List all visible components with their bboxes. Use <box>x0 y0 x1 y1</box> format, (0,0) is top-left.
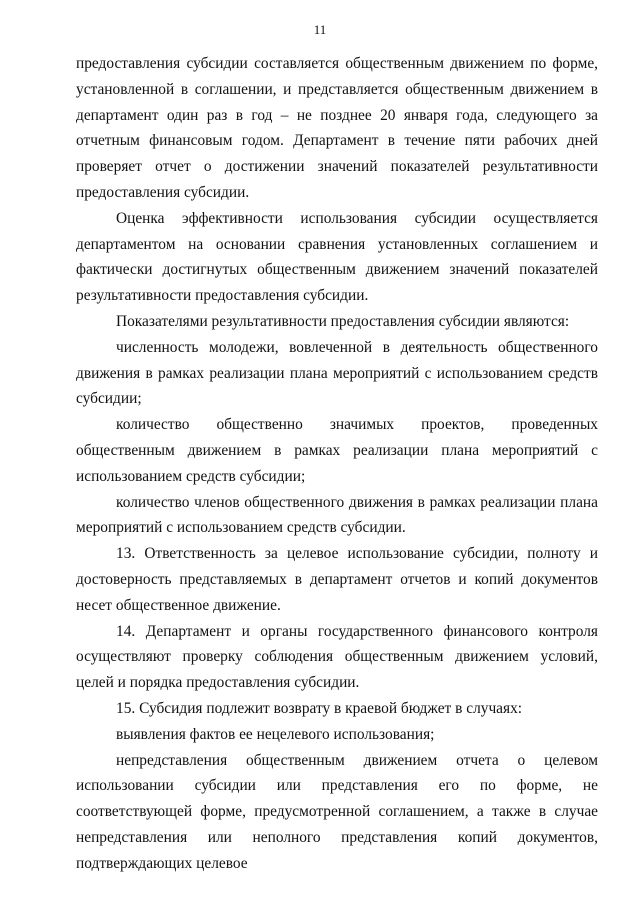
paragraph-misuse: выявления фактов ее нецелевого использования; <box>116 725 435 743</box>
paragraph-indicators-intro: Показателями результативности предоставления субсидии являются: <box>116 312 570 330</box>
page-number: 11 <box>313 22 327 37</box>
paragraph-clause-15: 15. Субсидия подлежит возврату в краевой бюджет в случаях: <box>116 699 523 717</box>
paragraph-clause-13: 13. Ответственность за целевое использование субсидии, полноту и достоверность представляемых в департамент отчетов и копий документов несет общественное движение. <box>76 545 598 614</box>
paragraph-efficiency-assessment: Оценка эффективности использования субсидии осуществляется департаментом на основании сравнения установленных соглашением и фактически достигнутых общественным движением значений показателей результативности предоставления субсидии. <box>76 209 598 305</box>
paragraph-non-submission: непредставления общественным движением отчета о целевом использовании субсидии или представления его по форме, не соответствующей форме, предусмотренной соглашением, а также в случае непредставления или неполного представления копий документов, подтверждающих целевое <box>76 751 598 872</box>
paragraph-report-continuation: предоставления субсидии составляется общественным движением по форме, установленной в соглашении, и представляется общественным движением в департамент один раз в год – не позднее 20 января года, следующего за отчетным финансовым годом. Департамент в течение пяти рабочих дней проверяет отчет о достижении значений показателей результативности предоставления субсидии. <box>76 55 598 201</box>
document-body <box>76 51 598 877</box>
paragraph-indicator-youth: численность молодежи, вовлеченной в деятельность общественного движения в рамках реализации плана мероприятий с использованием средств субсидии; <box>76 338 598 408</box>
paragraph-indicator-members: количество членов общественного движения в рамках реализации плана мероприятий с использованием средств субсидии. <box>76 493 598 537</box>
paragraph-indicator-projects: количество общественно значимых проектов, проведенных общественным движением в рамках реализации плана мероприятий с использованием средств субсидии; <box>76 416 598 485</box>
paragraph-clause-14: 14. Департамент и органы государственного финансового контроля осуществляют проверку соблюдения общественным движением условий, целей и порядка предоставления субсидии. <box>76 622 598 692</box>
